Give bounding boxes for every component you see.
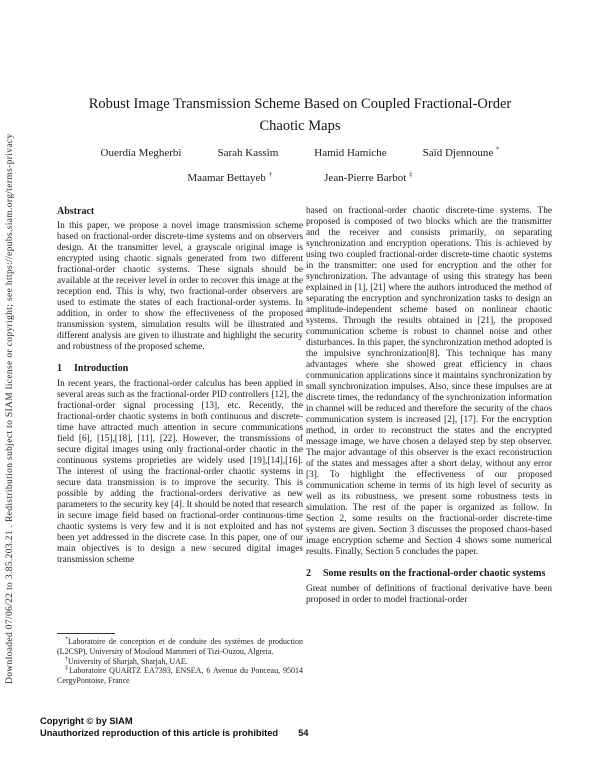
author-hamiche bbox=[314, 147, 386, 159]
author-marker-double-dagger: ‡ bbox=[409, 170, 413, 179]
footnote-marker-dagger: † bbox=[65, 655, 68, 662]
footnote-text: Laboratoire QUARTZ EA7393, ENSEA, 6 Avenue du Ponceau, 95014 CergyPontoise, France bbox=[57, 666, 304, 686]
footnotes-block bbox=[57, 633, 303, 686]
section-2-heading bbox=[306, 568, 552, 580]
authors-row-2 bbox=[0, 172, 600, 184]
section-1-number: 1 bbox=[57, 363, 62, 374]
footnote-text: University of Sharjah, Sharjah, UAE. bbox=[68, 656, 188, 666]
section-1-title: Introduction bbox=[74, 363, 129, 374]
page-footer bbox=[40, 716, 308, 739]
sidebar-download-notice: Downloaded 07/06/22 to 3.85.203.21 . Redistribution subject to SIAM license or copyright; see https://epubs.siam.org/terms-privacy bbox=[5, 133, 15, 684]
author-name: Sarah Kassim bbox=[217, 147, 279, 159]
author-djennoune bbox=[423, 147, 500, 159]
author-bettayeb bbox=[187, 172, 272, 184]
section-2-title: Some results on the fractional-order chaotic systems bbox=[323, 568, 546, 579]
author-kassim bbox=[217, 147, 278, 159]
left-column bbox=[57, 206, 303, 566]
author-name: Saïd Djennoune bbox=[422, 147, 494, 159]
author-megherbi bbox=[101, 147, 182, 159]
section-2-number: 2 bbox=[306, 568, 311, 579]
footnote-text: Laboratoire de conception et de conduite des systèmes de production (L2CSP), University of Mouloud Mammeri of Tizi-Ouzou, Algeria. bbox=[57, 637, 303, 656]
footnote-marker-asterisk: * bbox=[65, 636, 68, 643]
author-name: Ouerdia Megherbi bbox=[100, 147, 182, 159]
copyright-line: Copyright © by SIAM bbox=[40, 716, 133, 726]
footnote-affiliation-3 bbox=[57, 666, 303, 686]
footnote-rule bbox=[57, 633, 115, 634]
footnote-affiliation-1 bbox=[57, 637, 303, 657]
right-column bbox=[306, 206, 552, 606]
paper-title-line1: Robust Image Transmission Scheme Based on Coupled Fractional-Order bbox=[88, 96, 512, 112]
abstract-heading: Abstract bbox=[57, 206, 95, 217]
reproduction-line bbox=[40, 728, 308, 740]
authors-row-1 bbox=[0, 147, 600, 159]
page-number: 54 bbox=[298, 727, 309, 738]
author-name: Maamar Bettayeb bbox=[187, 172, 266, 184]
abstract-text: In this paper, we propose a novel image transmission scheme based on fractional-order discrete-time systems and on observers design. At the transmitter level, a grayscale original image is encrypted using chaotic signals generated from two different fractional-order chaotic systems. These signals should be available at the receiver level in order to recover this image at the reception end. This is why, two fractional-order observers are used to estimate the states of each fractional-order systems. In addition, in order to show the effectiveness of the proposed transmission system, simulation results will be illustrated and different analysis are given to illustrate and highlight the security and robustness of the proposed scheme. bbox=[57, 221, 303, 352]
section-2-text: Great number of definitions of fractional derivative have been proposed in order to model fractional-order bbox=[306, 584, 552, 605]
author-marker-asterisk: * bbox=[495, 145, 500, 154]
section-1-heading bbox=[57, 363, 303, 375]
footnote-marker-double-dagger: ‡ bbox=[65, 665, 69, 672]
reproduction-text: Unauthorized reproduction of this article is prohibited bbox=[40, 727, 279, 738]
section-1-text-col1: In recent years, the fractional-order calculus has been applied in several areas such as the fractional-order PID controllers [12], the fractional-order signal processing [13], etc. Recently, the fractional-order chaotic systems in both continuous and discrete-time have attracted much attention in secure communications field [6], [15],[18], [11], [22]. However, the transmissions of secure digital images using only fractional-order chaotic in the continuous systems proprieties are widely used [19],[14],[16]. The interest of using the fractional-order chaotic systems in secure data transmission is to improve the security. This is possible by adding the fractional-orders derivative as new parameters to the security key [4]. It should be noted that research in secure image field based on fractional-order continuous-time chaotic systems is very few and it is not exploited and has not been yet addressed in the discrete case. In this paper, one of our main objectives is to design a new secured digital images transmission scheme bbox=[57, 379, 303, 565]
author-name: Hamid Hamiche bbox=[314, 147, 387, 159]
paper-title-line2: Chaotic Maps bbox=[259, 118, 341, 134]
author-name: Jean-Pierre Barbot bbox=[324, 172, 407, 184]
section-1-text-col2: based on fractional-order chaotic discrete-time systems. The proposed is composed of two blocks which are the transmitter and the receiver and consists primarily, on separating synchronization and encryption operations. This is achieved by using two coupled fractional-order discrete-time chaotic systems in the transmitter: one used for encryption and the other for synchronization. The advantage of using this strategy has been explained in [1], [21] where the authors introduced the method of separating the encryption and synchronization tasks to design an amplitude-independent scheme based on nonlinear chaotic systems. Through the results obtained in [21], the proposed communication scheme is robust to channel noise and other disturbances. In this paper, the synchronization method adopted is the impulsive synchronization[8]. This technique has many advantages where she showed great efficiency in chaos communication applications since it maintains synchronization by small synchronization impulses. Also, since these impulses are at discrete times, the redundancy of the synchronization information in channel will be reduced and therefore the security of the chaos communication system is increased [2], [17]. For the encryption method, in order to reconstruct the states and the encrypted message image, we have chosen a delayed step by step observer. The major advantage of this observer is the exact reconstruction of the states and messages after a short delay, without any error [3]. To highlight the effectiveness of our proposed communication scheme in terms of its high level of security as well as its robustness, we present some robustness tests in simulation. The rest of the paper is organized as follow. In Section 2, some results on the fractional-order discrete-time systems are given. Section 3 discusses the proposed chaos-based image encryption scheme and Section 4 shows some numerical results. Finally, Section 5 concludes the paper. bbox=[306, 206, 552, 557]
author-barbot bbox=[324, 172, 412, 184]
footnote-affiliation-2 bbox=[57, 657, 303, 667]
author-marker-dagger: † bbox=[268, 170, 273, 179]
